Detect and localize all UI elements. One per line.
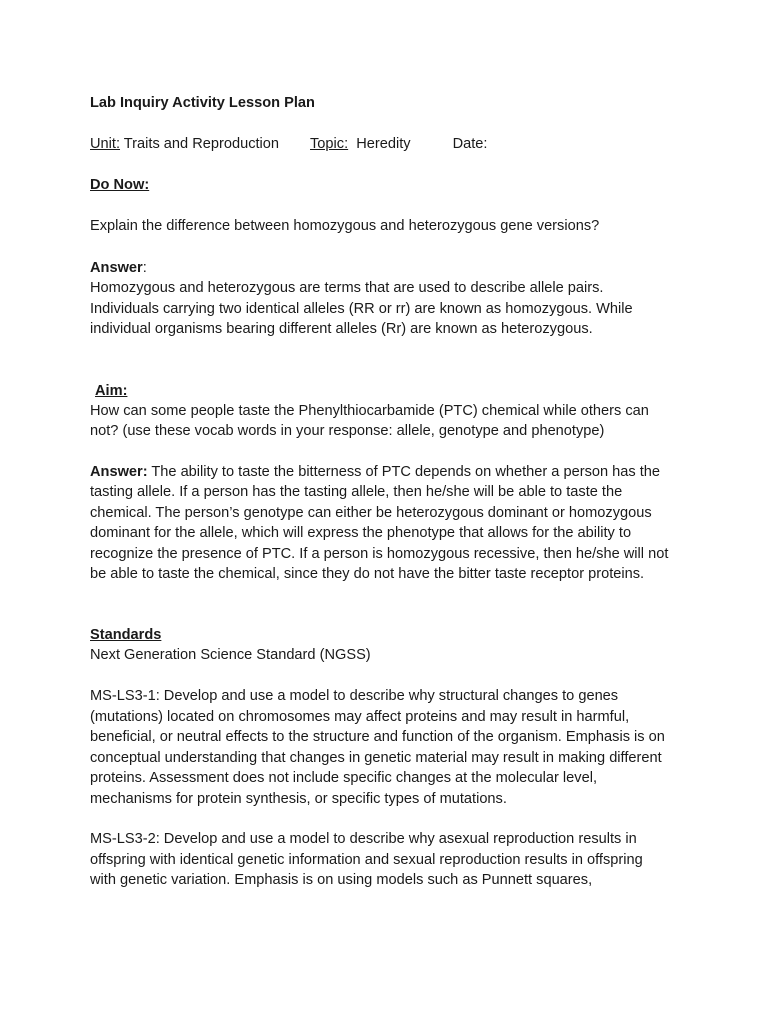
aim-answer-label: Answer: — [90, 463, 148, 480]
do-now-answer-label-line — [90, 258, 690, 279]
aim-heading: Aim: — [95, 382, 128, 399]
document-title: Lab Inquiry Activity Lesson Plan — [90, 95, 315, 111]
unit-value: Traits and Reproduction — [120, 136, 280, 152]
do-now-answer-text: Homozygous and heterozygous are terms that are used to describe allele pairs. Individuals carrying two identical alleles (RR or rr) are known as homozygous. While individual organisms bearing different alleles (Rr) are known as heterozygous. — [90, 280, 633, 337]
aim-question: How can some people taste the Phenylthiocarbamide (PTC) chemical while others can not? (use these vocab words in your response: allele, genotype and phenotype) — [90, 402, 649, 439]
standards-subtitle: Next Generation Science Standard (NGSS) — [90, 646, 371, 663]
unit-label: Unit: — [90, 136, 121, 152]
aim-answer — [90, 462, 675, 585]
do-now-answer-colon: : — [142, 259, 147, 276]
standards-heading: Standards — [90, 626, 162, 643]
standard-item: MS-LS3-2: Develop and use a model to describe why asexual reproduction results in offspring with identical genetic information and sexual reproduction results in offspring with genetic variation. Emphasis is on using models such as Punnett squares, — [90, 831, 643, 888]
document-page — [90, 93, 690, 891]
do-now-heading: Do Now: — [90, 177, 150, 193]
date-label: Date: — [452, 136, 488, 152]
meta-row — [90, 134, 690, 154]
aim-answer-text: The ability to taste the bitterness of PTC depends on whether a person has the tasting allele. If a person has the tasting allele, then he/she will be able to taste the chemical. The person’s genotype can either be heterozygous dominant or homozygous dominant for the allele, which will express the phenotype that allows for the ability to recognize the presence of PTC. If a person is homozygous recessive, then he/she will not be able to taste the chemical, since they do not have the bitter taste receptor proteins. — [90, 463, 669, 582]
topic-value: Heredity — [348, 136, 411, 152]
topic-label: Topic: — [310, 136, 349, 152]
do-now-question: Explain the difference between homozygous and heterozygous gene versions? — [90, 218, 600, 234]
standard-item: MS-LS3-1: Develop and use a model to describe why structural changes to genes (mutations) located on chromosomes may affect proteins and may result in harmful, beneficial, or neutral effects to the structure and function of the organism. Emphasis is on conceptual understanding that changes in genetic material may result in making different proteins. Assessment does not include specific changes at the molecular level, mechanisms for protein synthesis, or specific types of mutations. — [90, 688, 665, 807]
do-now-answer-label: Answer — [90, 259, 143, 276]
